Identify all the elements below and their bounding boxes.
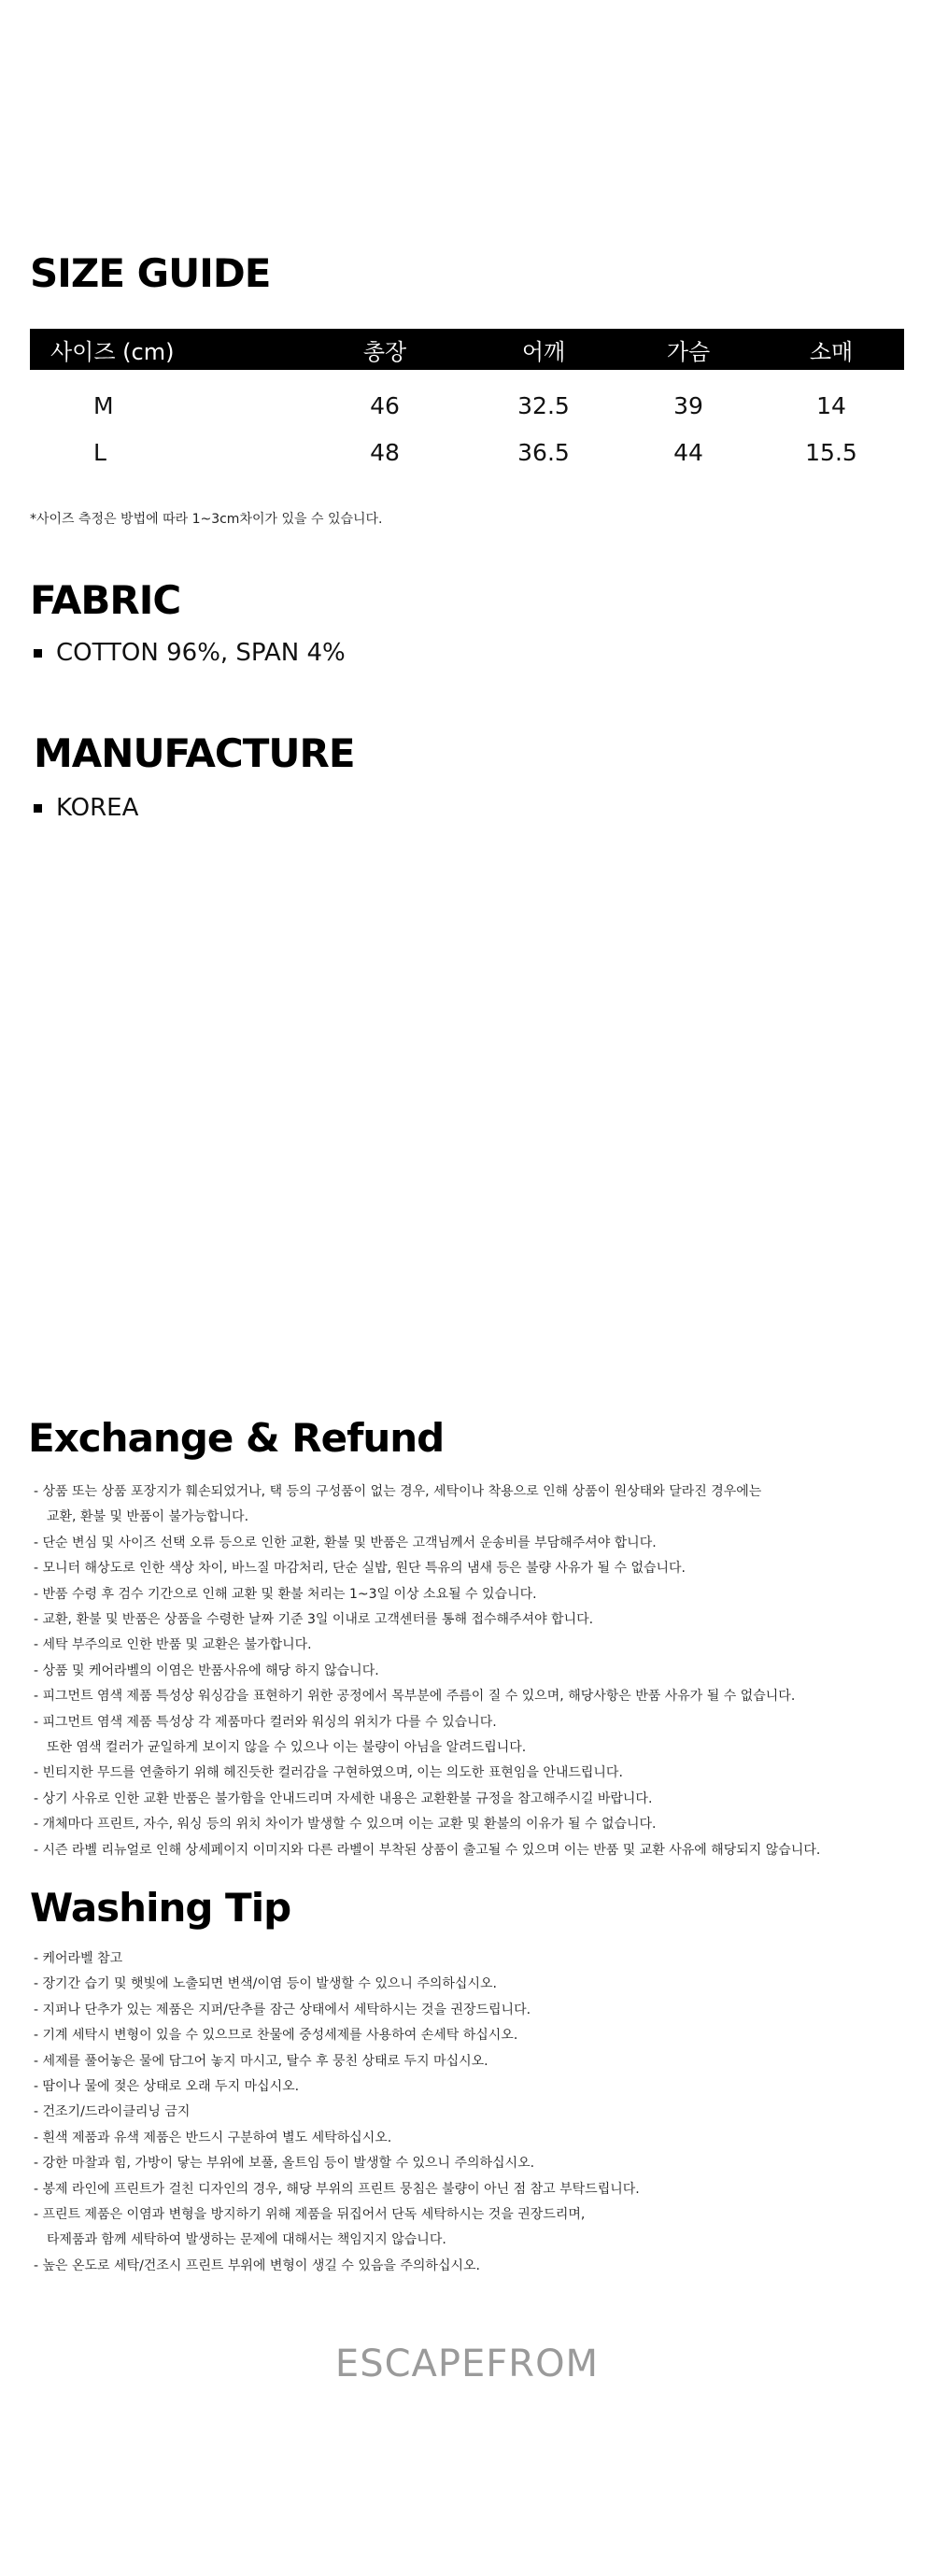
manufacture-country: KOREA	[56, 794, 139, 822]
exchange-refund-list	[34, 1479, 912, 1863]
brand-logo: ESCAPEFROM	[334, 2342, 600, 2385]
table-row	[30, 428, 904, 476]
list-item: - 프린트 제품은 이염과 변형을 방지하기 위해 제품을 뒤집어서 단독 세탁하시는 것을 권장드리며,	[34, 2207, 586, 2223]
size-table	[30, 329, 904, 476]
length-cell: 46	[370, 391, 400, 419]
shoulder-cell: 32.5	[517, 391, 570, 419]
list-item: - 반품 수령 후 검수 기간으로 인해 교환 및 환불 처리는 1~3일 이상 소요될 수 있습니다.	[34, 1586, 537, 1602]
bullet-square-icon	[34, 649, 42, 658]
list-item: - 장기간 습기 및 햇빛에 노출되면 변색/이염 등이 발생할 수 있으니 주의하십시오.	[34, 1976, 497, 1992]
list-item: - 지퍼나 단추가 있는 제품은 지퍼/단추를 잠근 상태에서 세탁하시는 것을 권장드립니다.	[34, 2002, 531, 2017]
washing-tip-list	[34, 1946, 912, 2279]
list-item: - 개체마다 프린트, 자수, 워싱 등의 위치 차이가 발생할 수 있으며 이는 교환 및 환불의 이유가 될 수 없습니다.	[34, 1817, 657, 1833]
list-item: - 세탁 부주의로 인한 반품 및 교환은 불가합니다.	[34, 1637, 312, 1653]
size-cell: L	[93, 438, 106, 466]
list-item: - 피그먼트 염색 제품 특성상 워싱감을 표현하기 위한 공정에서 목부분에 주름이 질 수 있으며, 해당사항은 반품 사유가 될 수 없습니다.	[34, 1689, 796, 1705]
list-item: - 단순 변심 및 사이즈 선택 오류 등으로 인한 교환, 환불 및 반품은 고객님께서 운송비를 부담해주셔야 합니다.	[34, 1535, 657, 1550]
size-header-length: 총장	[301, 329, 469, 370]
manufacture-item	[34, 794, 138, 822]
table-row	[30, 370, 904, 428]
list-item: - 상품 및 케어라벨의 이염은 반품사유에 해당 하지 않습니다.	[34, 1663, 379, 1678]
size-table-header	[30, 329, 904, 370]
manufacture-title: MANUFACTURE	[34, 730, 355, 776]
sleeve-cell: 14	[816, 391, 846, 419]
list-item: - 모니터 해상도로 인한 색상 차이, 바느질 마감처리, 단순 실밥, 원단 특유의 냄새 등은 불량 사유가 될 수 없습니다.	[34, 1561, 686, 1577]
size-cell: M	[93, 391, 114, 419]
washing-tip-title: Washing Tip	[30, 1885, 291, 1931]
list-item: - 봉제 라인에 프린트가 걸친 디자인의 경우, 해당 부위의 프린트 뭉침은 불량이 아닌 점 참고 부탁드립니다.	[34, 2181, 640, 2197]
list-item: - 빈티지한 무드를 연출하기 위해 헤진듯한 컬러감을 구현하였으며, 이는 의도한 표현임을 안내드립니다.	[34, 1765, 623, 1781]
size-header-size: 사이즈 (cm)	[30, 329, 301, 370]
list-item: - 케어라벨 참고	[34, 1951, 123, 1966]
list-item: - 건조기/드라이클리닝 금지	[34, 2104, 191, 2120]
list-item: - 세제를 풀어놓은 물에 담그어 놓지 마시고, 탈수 후 뭉친 상태로 두지 마십시오.	[34, 2053, 488, 2069]
list-item: - 땀이나 물에 젖은 상태로 오래 두지 마십시오.	[34, 2079, 300, 2095]
size-header-shoulder: 어깨	[469, 329, 618, 370]
list-item: - 흰색 제품과 유색 제품은 반드시 구분하여 별도 세탁하십시오.	[34, 2130, 392, 2145]
fabric-composition: COTTON 96%, SPAN 4%	[56, 639, 346, 667]
chest-cell: 39	[673, 391, 703, 419]
size-note: *사이즈 측정은 방법에 따라 1~3cm차이가 있을 수 있습니다.	[30, 512, 383, 527]
bullet-square-icon	[34, 804, 42, 813]
size-header-chest: 가슴	[618, 329, 758, 370]
exchange-refund-title: Exchange & Refund	[28, 1415, 445, 1461]
list-item: - 피그먼트 염색 제품 특성상 각 제품마다 컬러와 워싱의 위치가 다를 수 있습니다.	[34, 1714, 497, 1730]
fabric-title: FABRIC	[30, 577, 181, 623]
list-item: - 상기 사유로 인한 교환 반품은 불가함을 안내드리며 자세한 내용은 교환환불 규정을 참고해주시길 바랍니다.	[34, 1790, 653, 1806]
size-header-sleeve: 소매	[758, 329, 904, 370]
chest-cell: 44	[673, 438, 703, 466]
list-item: - 높은 온도로 세탁/건조시 프린트 부위에 변형이 생길 수 있음을 주의하십시오.	[34, 2258, 480, 2273]
shoulder-cell: 36.5	[517, 438, 570, 466]
list-item: - 교환, 환불 및 반품은 상품을 수령한 날짜 기준 3일 이내로 고객센터를 통해 접수해주셔야 합니다.	[34, 1612, 594, 1628]
size-guide-title: SIZE GUIDE	[30, 250, 271, 296]
length-cell: 48	[370, 438, 400, 466]
list-item: 교환, 환불 및 반품이 불가능합니다.	[47, 1509, 249, 1525]
list-item: - 상품 또는 상품 포장지가 훼손되었거나, 택 등의 구성품이 없는 경우, 세탁이나 착용으로 인해 상품이 원상태와 달라진 경우에는	[34, 1484, 762, 1499]
fabric-item	[34, 639, 346, 667]
list-item: - 시즌 라벨 리뉴얼로 인해 상세페이지 이미지와 다른 라벨이 부착된 상품이 출고될 수 있으며 이는 반품 및 교환 사유에 해당되지 않습니다.	[34, 1842, 821, 1858]
list-item: 타제품과 함께 세탁하여 발생하는 문제에 대해서는 책임지지 않습니다.	[47, 2232, 446, 2248]
sleeve-cell: 15.5	[805, 438, 857, 466]
list-item: 또한 염색 컬러가 균일하게 보이지 않을 수 있으나 이는 불량이 아님을 알려드립니다.	[47, 1740, 527, 1756]
list-item: - 강한 마찰과 힘, 가방이 닿는 부위에 보풀, 올트임 등이 발생할 수 있으니 주의하십시오.	[34, 2156, 535, 2172]
list-item: - 기계 세탁시 변형이 있을 수 있으므로 찬물에 중성세제를 사용하여 손세탁 하십시오.	[34, 2028, 518, 2044]
